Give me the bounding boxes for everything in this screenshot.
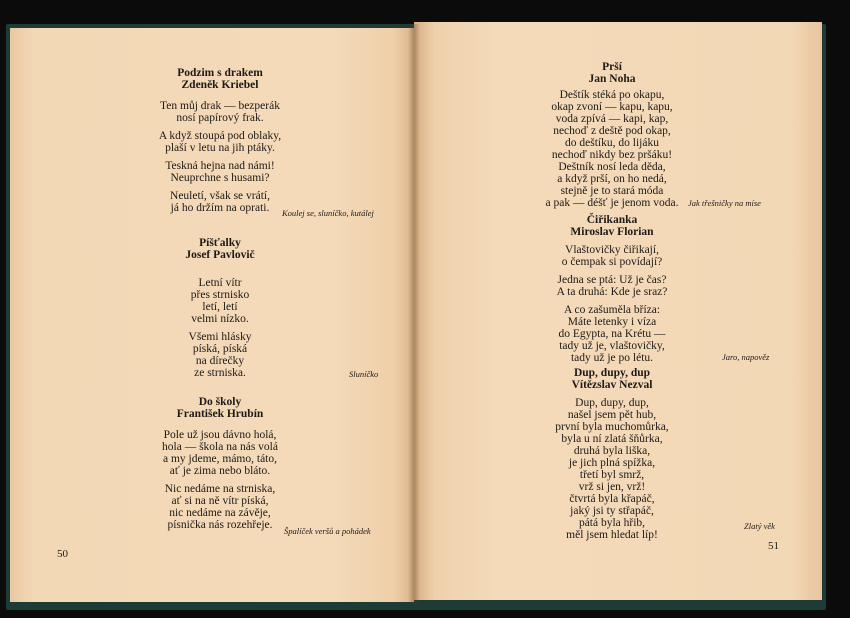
- poem-author: František Hrubín: [176, 408, 264, 420]
- verse-line: ať je zima nebo bláto.: [169, 465, 271, 477]
- verse-line: hola — škola na nás volá: [162, 441, 278, 453]
- poem-do-skoly: [135, 396, 305, 531]
- poem-title: Píšťalky: [199, 237, 241, 249]
- verse-line: čtvrtá byla křapáč,: [569, 493, 655, 505]
- verse-line: nic nedáme na závěje,: [169, 507, 271, 519]
- verse-line: Pole už jsou dávno holá,: [163, 429, 277, 441]
- verse-line: Jedna se ptá: Už je čas?: [557, 274, 667, 286]
- verse-line: měl jsem hledat líp!: [566, 529, 658, 541]
- verse-line: nechoď nikdy bez pršáku!: [551, 149, 673, 161]
- poem-author: Miroslav Florian: [570, 226, 654, 238]
- stanza: [135, 483, 305, 531]
- verse-line: Máte letenky i víza: [567, 316, 657, 328]
- verse-line: A když stoupá pod oblaky,: [158, 130, 282, 142]
- poem-author: Zdeněk Kriebel: [181, 79, 259, 91]
- verse-line: ať si na ně vítr píská,: [171, 495, 269, 507]
- verse-line: stejně je to stará móda: [560, 185, 664, 197]
- poem-source: Sluníčko: [349, 369, 379, 379]
- verse-line: Ten můj drak — bezperák: [160, 100, 280, 112]
- verse-line: přes strnisko: [190, 289, 250, 301]
- stanza: [135, 100, 305, 124]
- poem-title: Čiřikanka: [586, 214, 638, 226]
- verse-line: vrž si jen, vrž!: [578, 481, 646, 493]
- verse-line: a když prší, on ho nedá,: [557, 173, 667, 185]
- verse-line: písnička nás rozehřeje.: [167, 519, 273, 531]
- stanza: [522, 397, 702, 541]
- poem-podzim-s-drakem: [135, 67, 305, 214]
- poem-source: Jak třešničky na míse: [688, 198, 761, 208]
- verse-line: Dup, dupy, dup,: [575, 397, 649, 409]
- stanza: [522, 89, 702, 209]
- verse-line: já ho držím na oprati.: [170, 202, 270, 214]
- stanza: [522, 274, 702, 298]
- verse-line: A co zašuměla bříza:: [563, 304, 661, 316]
- verse-line: nosí papírový frak.: [176, 112, 264, 124]
- verse-line: okap zvoní — kapu, kapu,: [551, 101, 673, 113]
- stanza: [135, 160, 305, 184]
- verse-line: Nic nedáme na strniska,: [164, 483, 276, 495]
- verse-line: plaší v letu na jih ptáky.: [165, 142, 275, 154]
- poem-title: Prší: [602, 61, 622, 73]
- verse-line: jaký jsi ty střapáč,: [570, 505, 654, 517]
- stanza: [135, 331, 305, 379]
- verse-line: Všemi hlásky: [188, 331, 252, 343]
- verse-line: třetí byl smrž,: [579, 469, 645, 481]
- poem-source: Koulej se, sluníčko, kutálej: [282, 208, 374, 218]
- poem-author: Josef Pavlovič: [185, 249, 255, 261]
- poem-cirikanka: [522, 214, 702, 364]
- poem-source: Špalíček veršů a pohádek: [284, 526, 371, 536]
- stanza: [135, 277, 305, 325]
- verse-line: Neuprchne s husami?: [170, 172, 270, 184]
- poem-prsi: [522, 61, 702, 209]
- verse-line: je jich plná spížka,: [568, 457, 656, 469]
- verse-line: první byla muchomůrka,: [555, 421, 669, 433]
- poem-pistalky: [135, 237, 305, 379]
- verse-line: Deštík stéká po okapu,: [559, 89, 665, 101]
- verse-line: Teskná hejna nad námi!: [165, 160, 275, 172]
- verse-line: voda zpívá — kapi, kap,: [555, 113, 669, 125]
- verse-line: byla u ní zlatá šňůrka,: [561, 433, 663, 445]
- verse-line: tady už je, vlaštovičky,: [559, 340, 665, 352]
- verse-line: letí, letí: [202, 301, 238, 313]
- verse-line: našel jsem pět hub,: [567, 409, 657, 421]
- verse-line: Vlaštovičky čiřikají,: [565, 244, 659, 256]
- verse-line: tady už je po létu.: [570, 352, 654, 364]
- verse-line: do deštíku, do lijáku: [565, 137, 659, 149]
- poem-title: Podzim s drakem: [177, 67, 263, 79]
- poem-source: Zlatý věk: [744, 521, 775, 531]
- verse-line: pátá byla hřib,: [578, 517, 646, 529]
- poem-author: Jan Noha: [588, 73, 636, 85]
- verse-line: A ta druhá: Kde je sraz?: [556, 286, 668, 298]
- verse-line: velmi nízko.: [191, 313, 249, 325]
- poem-dup-dupy-dup: [522, 367, 702, 541]
- poem-title: Dup, dupy, dup: [573, 367, 651, 379]
- poem-source: Jaro, napověz: [722, 352, 770, 362]
- book-gutter: [408, 24, 420, 604]
- verse-line: píská, píská: [192, 343, 248, 355]
- page-number-left: 50: [57, 548, 68, 560]
- verse-line: druhá byla liška,: [573, 445, 651, 457]
- verse-line: ze strniska.: [194, 367, 246, 379]
- verse-line: nechoď z deště pod okap,: [553, 125, 671, 137]
- verse-line: Letní vítr: [198, 277, 242, 289]
- verse-line: na dírečky: [195, 355, 245, 367]
- poem-title: Do školy: [198, 396, 242, 408]
- stanza: [135, 429, 305, 477]
- verse-line: a my jdeme, mámo, táto,: [162, 453, 277, 465]
- verse-line: do Egypta, na Krétu —: [558, 328, 666, 340]
- page-number-right: 51: [768, 540, 779, 552]
- verse-line: o čempak si povídají?: [561, 256, 663, 268]
- stanza: [522, 244, 702, 268]
- poem-author: Vítězslav Nezval: [571, 379, 653, 391]
- verse-line: Neuletí, však se vrátí,: [170, 190, 270, 202]
- stanza: [135, 190, 305, 214]
- verse-line: Deštník nosí leda děda,: [558, 161, 666, 173]
- stanza: [522, 304, 702, 364]
- verse-line: a pak — déšť je jenom voda.: [545, 197, 679, 209]
- stanza: [135, 130, 305, 154]
